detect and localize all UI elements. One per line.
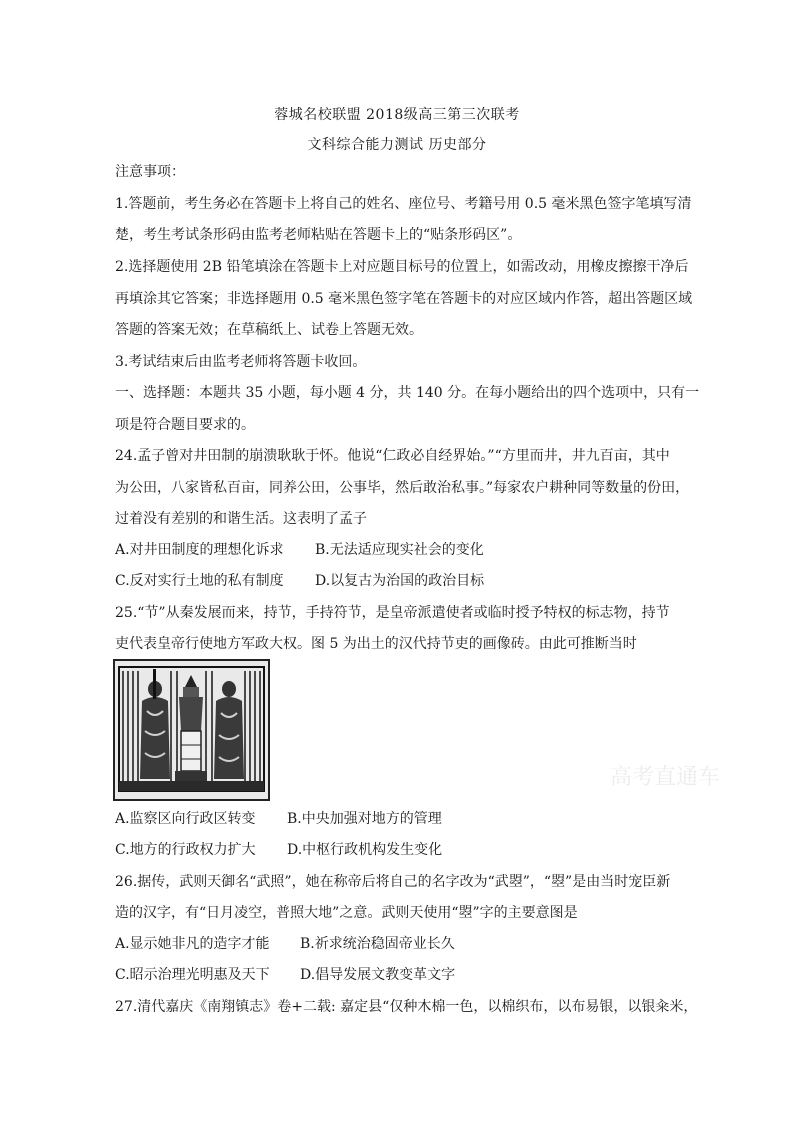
notice-item-2-line-2: 再填涂其它答案；非选择题用 0.5 毫米黑色签字笔在答题卡的对应区域内作答，超出答题区域 [115, 291, 693, 307]
notice-item-2-line-3: 答题的答案无效；在草稿纸上、试卷上答题无效。 [115, 322, 423, 338]
section-1-instruction-line-1: 一、选择题：本题共 35 小题，每小题 4 分，共 140 分。在每小题给出的四个选项中，只有一 [115, 385, 700, 401]
han-brick-relief-image [113, 659, 270, 801]
question-24-option-c: C.反对实行土地的私有制度 [115, 573, 284, 589]
brick-relief-drawing [115, 661, 268, 799]
question-25-option-d: D.中枢行政机构发生变化 [287, 842, 443, 858]
question-26-option-d: D.倡导发展文教变革文字 [300, 967, 456, 983]
question-24-option-d: D.以复古为治国的政治目标 [315, 573, 485, 589]
notice-heading: 注意事项： [115, 164, 185, 180]
notice-item-1-line-1: 1.答题前，考生务必在答题卡上将自己的姓名、座位号、考籍号用 0.5 毫米黑色签字笔填写清 [115, 196, 692, 212]
question-26-line-1: 26.据传，武则天御名“武照”，她在称帝后将自己的名字改为“武曌”，“曌”是由当时宠臣新 [115, 874, 671, 890]
question-25-option-c: C.地方的行政权力扩大 [115, 842, 256, 858]
question-26-option-c: C.昭示治理光明惠及天下 [115, 967, 270, 983]
question-24-option-b: B.无法适应现实社会的变化 [315, 542, 484, 558]
question-24-line-1: 24.孟子曾对井田制的崩溃耿耿于怀。他说“仁政必自经界始。”“方里而井，井九百亩，其中 [115, 448, 670, 464]
notice-item-3: 3.考试结束后由监考老师将答题卡收回。 [115, 354, 367, 370]
question-26-line-2: 造的汉字，有“日月凌空，普照大地”之意。武则天使用“曌”字的主要意图是 [115, 905, 578, 921]
question-25-option-b: B.中央加强对地方的管理 [287, 811, 442, 827]
question-24-option-a: A.对井田制度的理想化诉求 [115, 542, 284, 558]
question-24-line-3: 过着没有差别的和谐生活。这表明了孟子 [115, 511, 367, 527]
question-25-line-2: 吏代表皇帝行使地方军政大权。图 5 为出土的汉代持节吏的画像砖。由此可推断当时 [115, 636, 637, 652]
exam-subtitle: 文科综合能力测试 历史部分 [307, 137, 487, 153]
question-25-option-a: A.监察区向行政区转变 [115, 811, 256, 827]
notice-item-1-line-2: 楚，考生考试条形码由监考老师粘贴在答题卡上的“贴条形码区”。 [115, 227, 522, 243]
question-25-line-1: 25.“节”从秦发展而来，持节，手持符节，是皇帝派遣使者或临时授予特权的标志物，持节 [115, 605, 670, 621]
section-1-instruction-line-2: 项是符合题目要求的。 [115, 417, 255, 433]
question-27-line-1: 27.清代嘉庆《南翔镇志》卷+二载: 嘉定县“仅种木棉一色，以棉织布，以布易银，以银籴米， [115, 999, 698, 1015]
question-26-option-a: A.显示她非凡的造字才能 [115, 936, 270, 952]
question-26-option-b: B.祈求统治稳固帝业长久 [300, 936, 455, 952]
watermark-text: 高考直通车 [610, 765, 721, 790]
notice-item-2-line-1: 2.选择题使用 2B 铅笔填涂在答题卡上对应题目标号的位置上，如需改动，用橡皮擦擦干净后 [115, 259, 689, 275]
question-24-line-2: 为公田，八家皆私百亩，同养公田，公事毕，然后敢治私事。”每家农户耕种同等数量的份田， [115, 480, 690, 496]
exam-title: 蓉城名校联盟 2018级高三第三次联考 [274, 107, 520, 123]
